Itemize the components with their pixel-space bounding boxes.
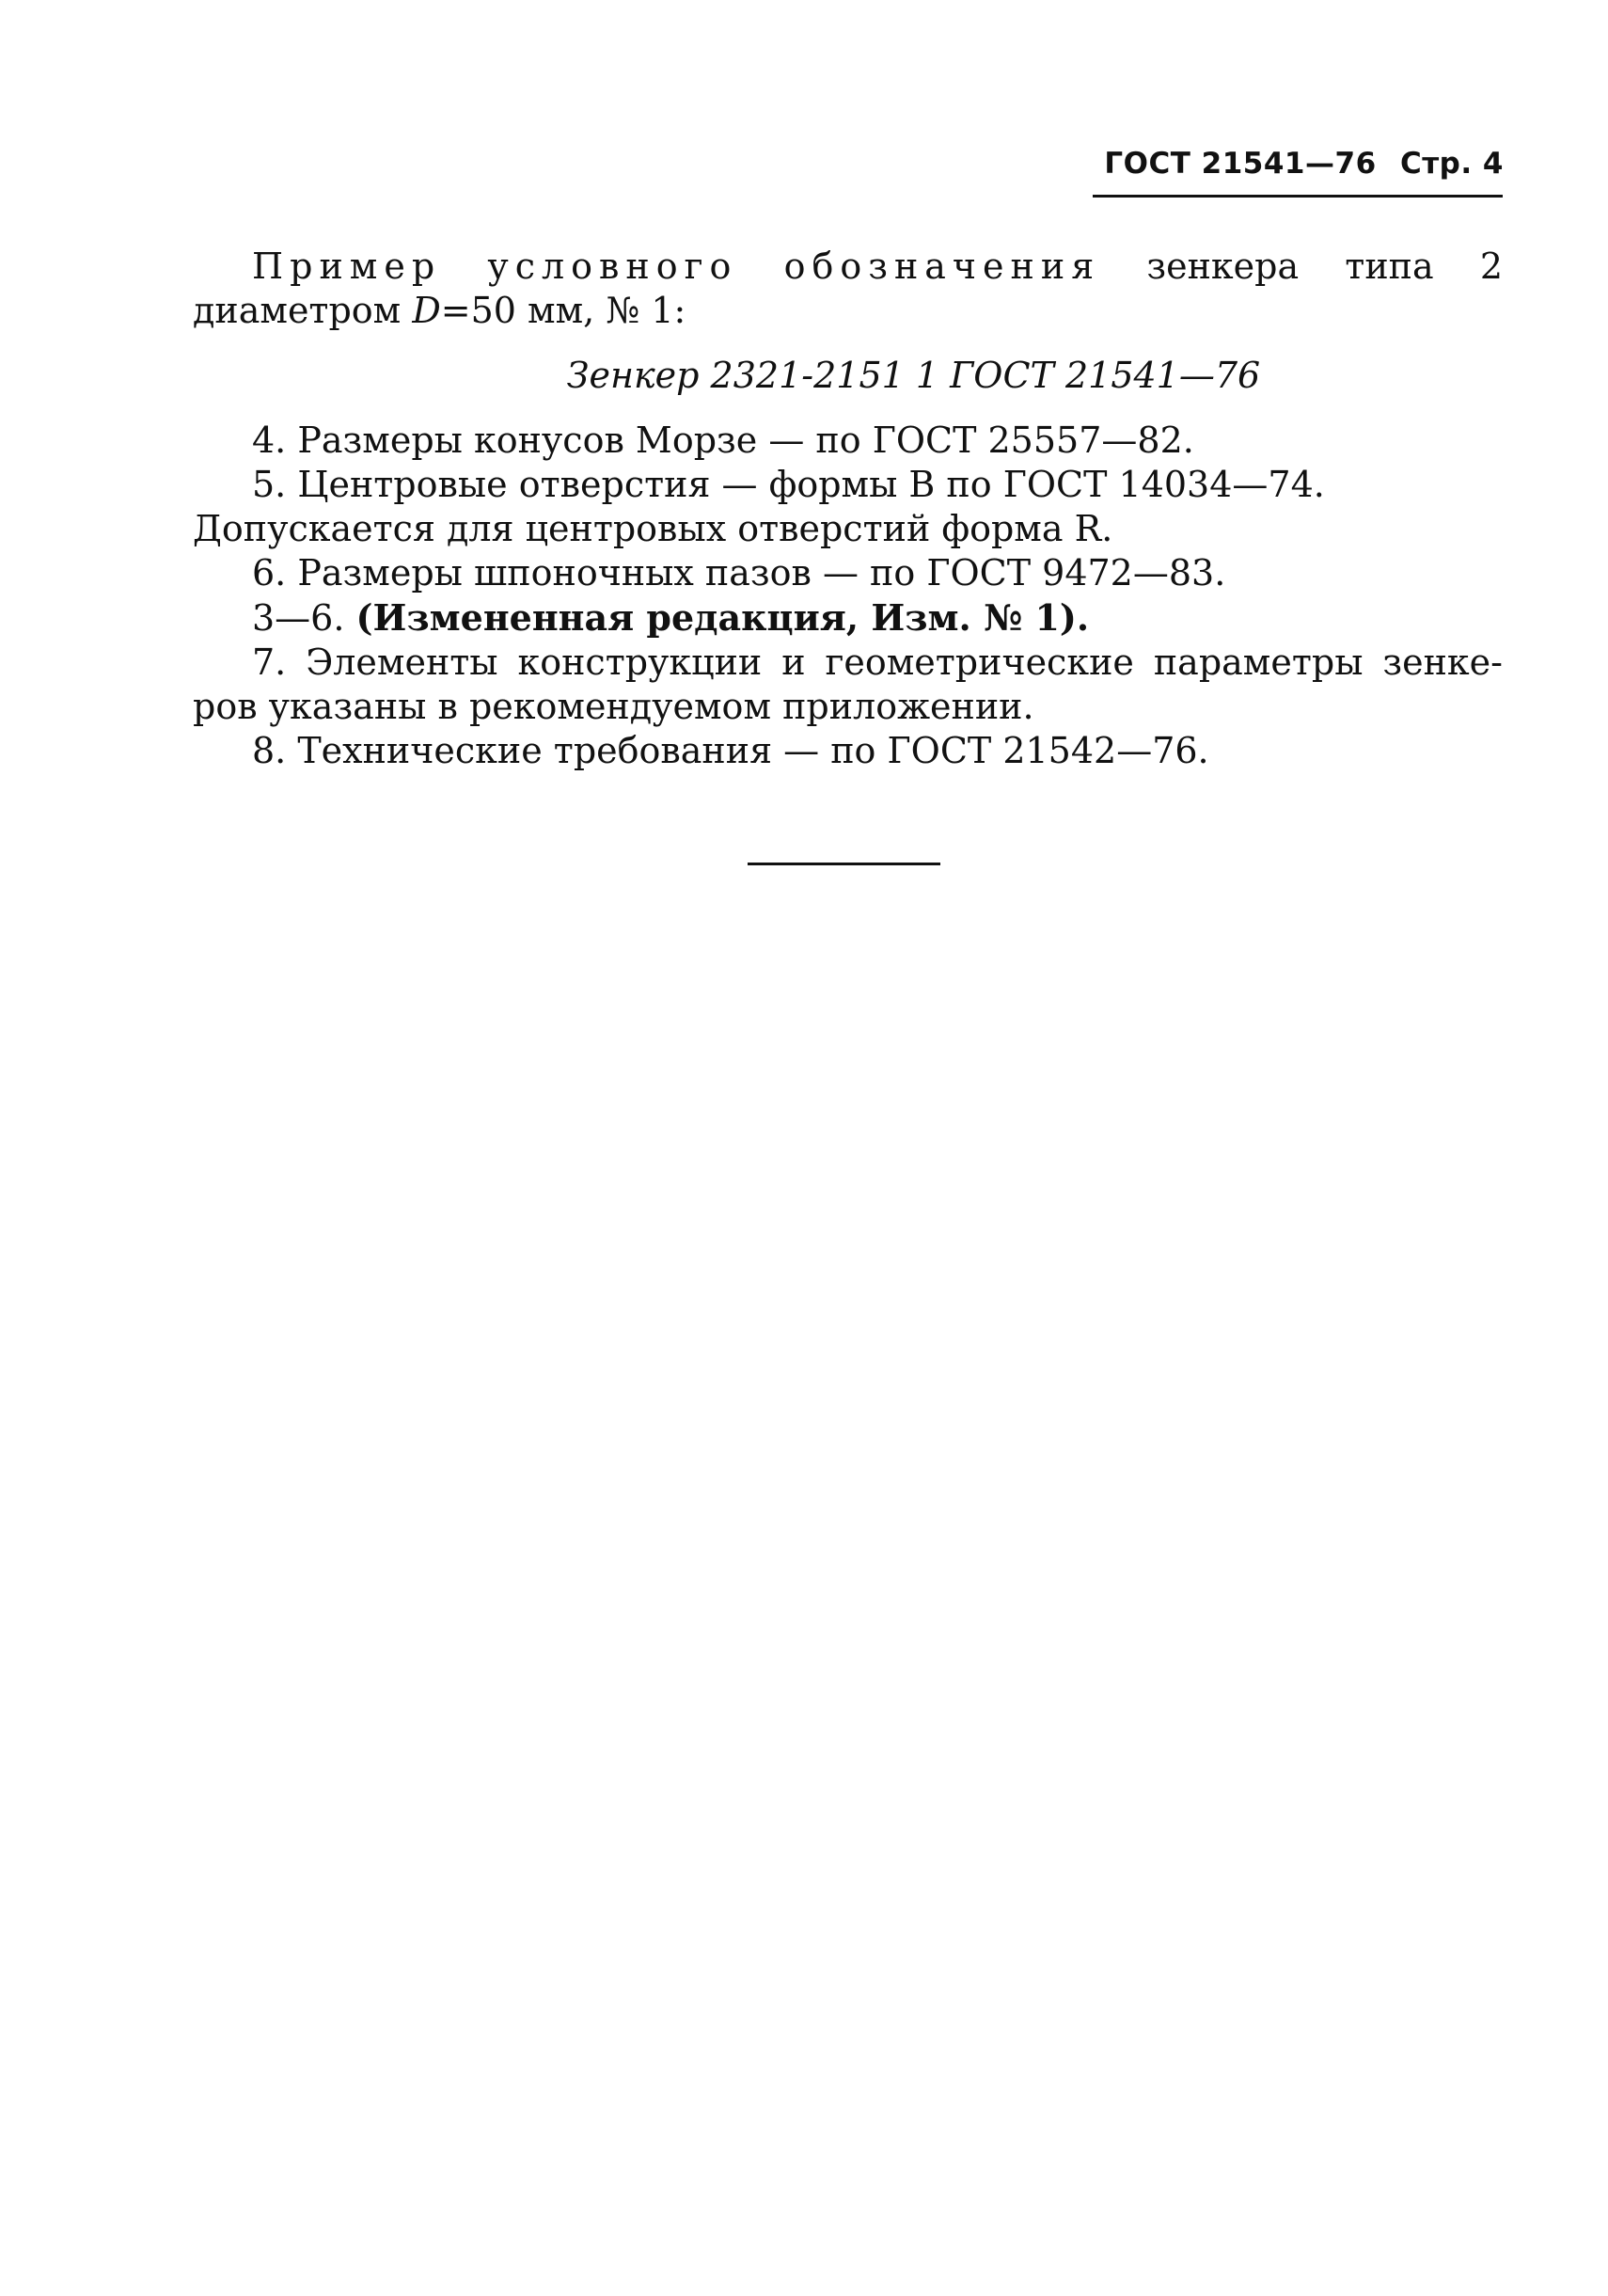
running-header: [1104, 147, 1504, 181]
example-intro-line2: диаметром D=50 мм, № 1:: [193, 290, 686, 331]
header-rule: [1093, 195, 1503, 198]
item-7-line1: 7. Элементы конструкции и геометрические параметры зенке-: [252, 641, 1503, 683]
item-5-note: Допускается для центровых отверстий форма R.: [193, 508, 1113, 549]
end-rule: [748, 863, 940, 865]
item-7-line2: ров указаны в рекомендуемом приложении.: [193, 686, 1034, 727]
page-number: Стр. 4: [1399, 147, 1504, 181]
example-intro-line1: Пример условного обозначения зенкера типа 2: [252, 245, 1503, 287]
item-8: 8. Технические требования — по ГОСТ 21542—76.: [252, 730, 1209, 771]
body-text: [193, 245, 1503, 773]
item-6: 6. Размеры шпоночных пазов — по ГОСТ 9472—83.: [252, 552, 1226, 594]
item-5: 5. Центровые отверстия — формы В по ГОСТ 14034—74.: [252, 464, 1325, 505]
example-designation: Зенкер 2321-2151 1 ГОСТ 21541—76: [566, 355, 1261, 396]
item-4: 4. Размеры конусов Морзе — по ГОСТ 25557—82.: [252, 420, 1194, 461]
amendment-note: 3—6. (Измененная редакция, Изм. № 1).: [252, 596, 1090, 639]
gost-number: ГОСТ 21541—76: [1104, 147, 1377, 181]
